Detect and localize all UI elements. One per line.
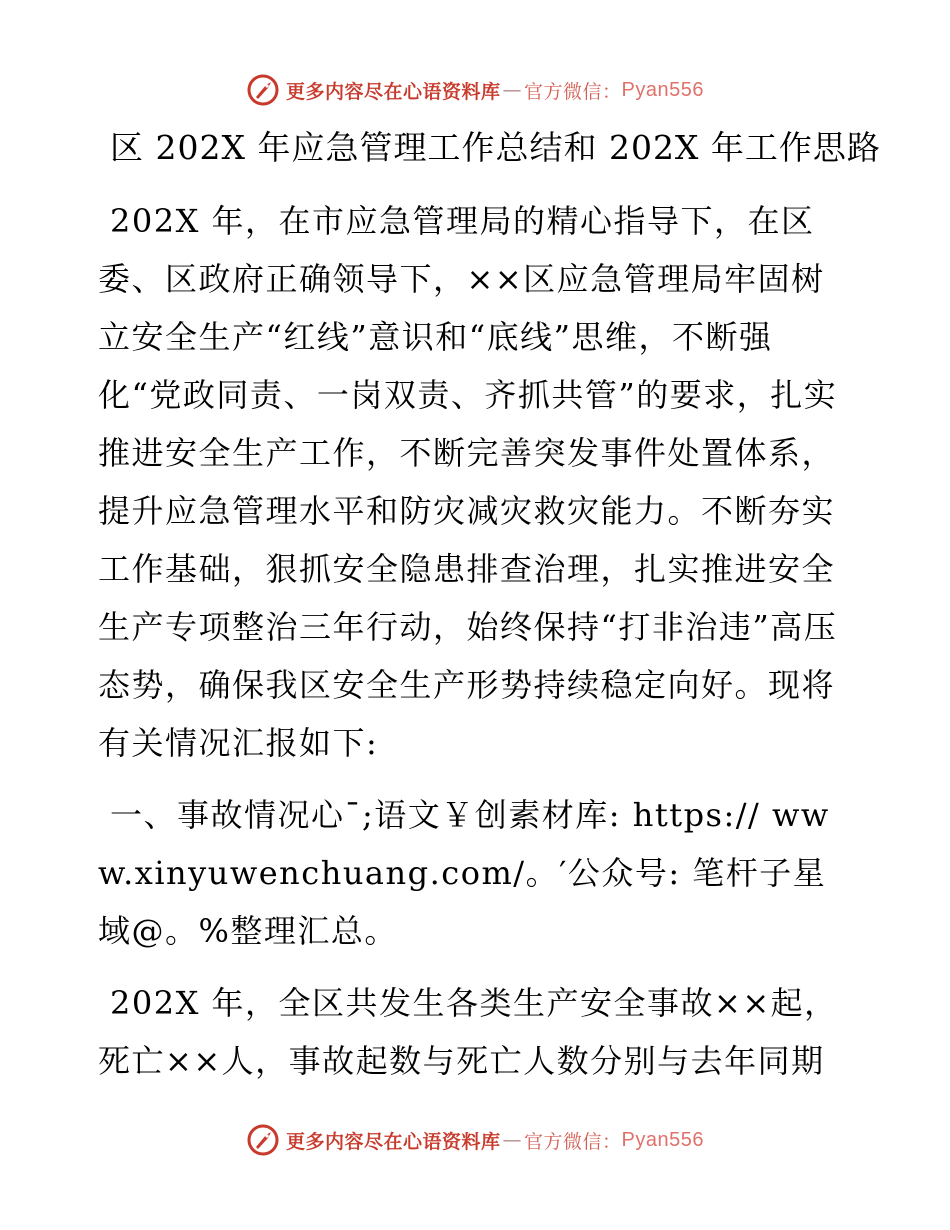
- watermark-wechat-label: 官方微信：: [524, 1130, 622, 1153]
- pen-nib-logo-icon: [246, 1123, 280, 1157]
- watermark-separator: —: [502, 1129, 523, 1151]
- watermark-main-text: 更多内容尽在心语资料库: [286, 1130, 501, 1153]
- watermark-banner-bottom: [0, 1120, 950, 1160]
- document-body: [98, 192, 848, 1090]
- watermark-wechat-label: 官方微信：: [524, 80, 622, 103]
- watermark-text: [286, 77, 704, 104]
- paragraph-accident-stats: 202X 年，全区共发生各类生产安全事故××起，死亡××人，事故起数与死亡人数分别与去年同期: [98, 984, 838, 1080]
- watermark-separator: —: [502, 79, 523, 101]
- watermark-main-text: 更多内容尽在心语资料库: [286, 80, 501, 103]
- watermark-banner-top: [0, 70, 950, 110]
- document-title: 区 202X 年应急管理工作总结和 202X 年工作思路: [110, 128, 881, 167]
- pen-nib-logo-icon: [246, 73, 280, 107]
- paragraph-intro: 202X 年，在市应急管理局的精心指导下，在区委、区政府正确领导下，××区应急管理局牢固树立安全生产“红线”意识和“底线”思维，不断强化“党政同责、一岗双责、齐抓共管”的要求，扎实推进安全生产工作，不断完善突发事件处置体系，提升应急管理水平和防灾减灾救灾能力。不断夯实工作基础，狠抓安全隐患排查治理，扎实推进安全生产专项整治三年行动，始终保持“打非治违”高压态势，确保我区安全生产形势持续稳定向好。现将有关情况汇报如下:: [98, 202, 838, 762]
- watermark-wechat-id: Pyan556: [621, 78, 704, 101]
- watermark-wechat-id: Pyan556: [621, 1128, 704, 1151]
- watermark-text: [286, 1127, 704, 1154]
- paragraph-section-heading: 一、事故情况心¯;语文￥创素材库: https:// www.xinyuwenchuang.com/。′公众号: 笔杆子星域@。%整理汇总。: [98, 796, 830, 950]
